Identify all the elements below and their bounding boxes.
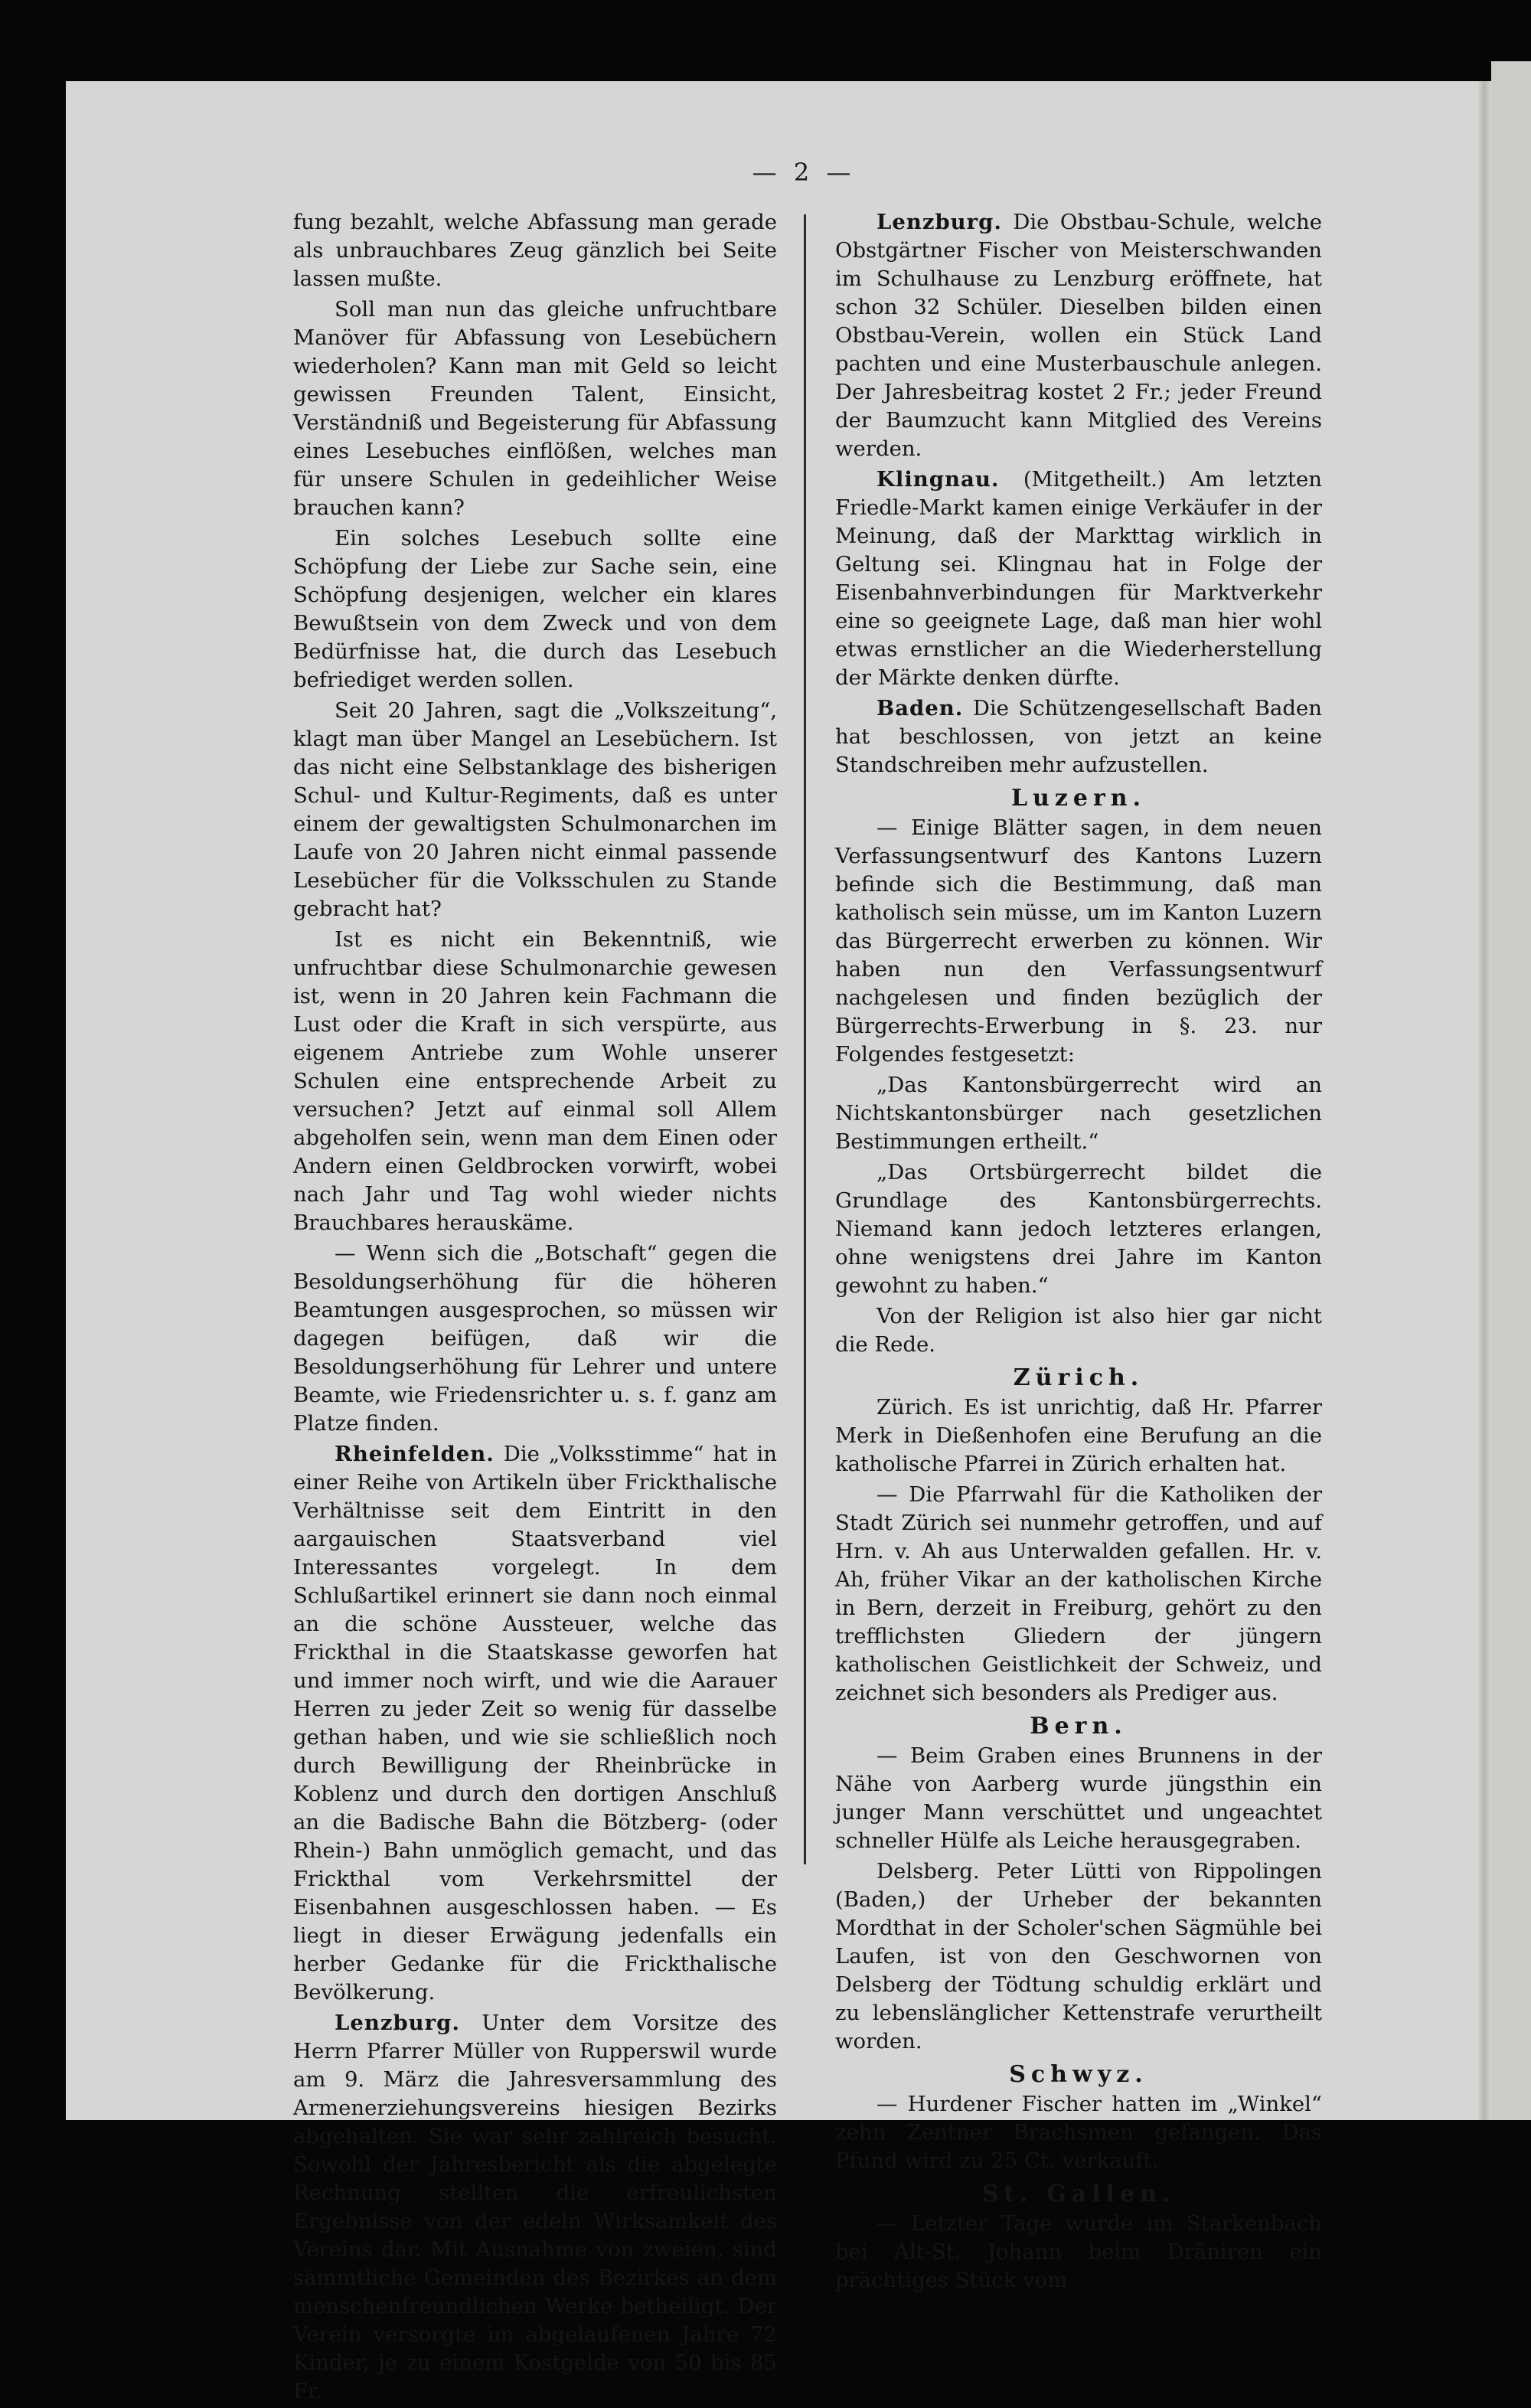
paragraph-text: Die „Volksstimme“ hat in einer Reihe von Artikeln über Frickthalische Verhältnisse seit dem Eintritt in den aargauischen Staatsverband viel Interessantes vorgelegt. In dem Schlußartikel erinnert sie dann noch einmal an die schöne Aussteuer, welche das Frickthal in die Staatskasse geworfen hat und immer noch wirft, und wie die Aarauer Herren zu jeder Zeit so wenig für dasselbe gethan haben, und wie sie schließlich noch durch Bewilligung der Rheinbrücke in Koblenz und durch den dortigen Anschluß an die Badische Bahn die Bötzberg- (oder Rhein-) Bahn unmöglich gemacht, und das Frickthal vom Verkehrsmittel der Eisenbahnen ausgeschlossen haben. — Es liegt in dieser Erwägung jedenfalls ein herber Gedanke für die Frickthalische Bevölkerung. xyxy=(293,1442,777,2004)
paragraph-text: — Letzter Tage wurde im Starkenbach bei Alt-St. Johann beim Dräniren ein prächtiges Stück vom xyxy=(835,2211,1322,2292)
section-heading: St. Gallen. xyxy=(981,2181,1176,2207)
paragraph-text: „Das Kantonsbürgerrecht wird an Nichtskantonsbürger nach gesetzlichen Bestimmungen ertheilt.“ xyxy=(835,1073,1322,1154)
page-number: — 2 — xyxy=(752,158,856,187)
paragraph-text: Soll man nun das gleiche unfruchtbare Manöver für Abfassung von Lesebüchern wiederholen? Kann man mit Geld so leicht gewissen Freunden Talent, Einsicht, Verständniß und Begeisterung für Abfassung eines Lesebuches einflößen, welches man für unsere Schulen in gedeihlicher Weise brauchen kann? xyxy=(293,297,777,520)
paragraph-text: Ist es nicht ein Bekenntniß, wie unfruchtbar diese Schulmonarchie gewesen ist, wenn in 20 Jahren kein Fachmann die Lust oder die Kraft in sich verspürte, aus eigenem Antriebe zum Wohle unserer Schulen eine entsprechende Arbeit zu versuchen? Jetzt auf einmal soll Allem abgeholfen sein, wenn man dem Einen oder Andern einen Geldbrocken vorwirft, wobei nach Jahr und Tag wohl wieder nichts Brauchbares herauskäme. xyxy=(293,927,777,1235)
paragraph-text: Von der Religion ist also hier gar nicht die Rede. xyxy=(835,1304,1322,1357)
paragraph-text: Unter dem Vorsitze des Herrn Pfarrer Müller von Rupperswil wurde am 9. März die Jahresversammlung des Armenerziehungsvereins hiesigen Bezirks abgehalten. Sie war sehr zahlreich besucht. Sowohl der Jahresbericht als die abgelegte Rechnung stellten die erfreulichsten Ergebnisse von der edeln Wirksamkeit des Vereins dar. Mit Ausnahme von zweien, sind sämmtliche Gemeinden des Bezirkes an dem menschenfreundlichen Werke betheiligt. Der Verein versorgte im abgelaufenen Jahre 72 Kinder, je zu einem Kostgelde von 50 bis 85 Fr. xyxy=(293,2011,777,2403)
paragraph-text: — Wenn sich die „Botschaft“ gegen die Besoldungserhöhung für die höheren Beamtungen ausgesprochen, so müssen wir dagegen beifügen, daß wir die Besoldungserhöhung für Lehrer und untere Beamte, wie Friedensrichter u. s. f. ganz am Platze finden. xyxy=(293,1241,777,1436)
article-paragraph xyxy=(835,1742,1322,1855)
article-paragraph xyxy=(293,1440,777,2007)
section-heading: Schwyz. xyxy=(1009,2061,1148,2088)
section-heading: Bern. xyxy=(1030,1713,1128,1740)
paragraph-text: „Das Ortsbürgerrecht bildet die Grundlage des Kantonsbürgerrechts. Niemand kann jedoch letzteres erlangen, ohne wenigstens drei Jahre im Kanton gewohnt zu haben.“ xyxy=(835,1160,1322,1298)
article-paragraph xyxy=(293,208,777,293)
article-paragraph xyxy=(835,1071,1322,1156)
paragraph-text: Die Obstbau-Schule, welche Obstgärtner Fischer von Meisterschwanden im Schulhause zu Lenzburg eröffnete, hat schon 32 Schüler. Dieselben bilden einen Obstbau-Verein, wollen ein Stück Land pachten und eine Musterbauschule anlegen. Der Jahresbeitrag kostet 2 Fr.; jeder Freund der Baumzucht kann Mitglied des Vereins werden. xyxy=(835,210,1322,461)
article-paragraph xyxy=(835,1302,1322,1359)
article-paragraph xyxy=(835,1481,1322,1707)
right-column xyxy=(835,208,1322,2297)
paragraph-text: Zürich. Es ist unrichtig, daß Hr. Pfarrer Merk in Dießenhofen eine Berufung an die katholische Pfarrei in Zürich erhalten hat. xyxy=(835,1395,1322,1476)
article-paragraph xyxy=(293,1240,777,1438)
article-paragraph xyxy=(835,814,1322,1069)
paragraph-text: Die Schützengesellschaft Baden hat beschlossen, von jetzt an keine Standschreiben mehr aufzustellen. xyxy=(835,696,1322,777)
page-fold-shadow xyxy=(1477,81,1491,2120)
article-paragraph xyxy=(835,1394,1322,1478)
dateline: Klingnau. xyxy=(876,467,1000,492)
article-paragraph xyxy=(293,926,777,1237)
dateline: Lenzburg. xyxy=(876,210,1002,234)
paragraph-text: Seit 20 Jahren, sagt die „Volkszeitung“, klagt man über Mangel an Lesebüchern. Ist das nicht eine Selbstanklage des bisherigen Schul- und Kultur-Regiments, daß es unter einem der gewaltigsten Schulmonarchen im Laufe von 20 Jahren nicht einmal passende Lesebücher für die Volksschulen zu Stande gebracht hat? xyxy=(293,698,777,921)
paragraph-text: — Beim Graben eines Brunnens in der Nähe von Aarberg wurde jüngsthin ein junger Mann verschüttet und ungeachtet schneller Hülfe als Leiche herausgegraben. xyxy=(835,1743,1322,1853)
article-paragraph xyxy=(835,694,1322,779)
dateline: Lenzburg. xyxy=(335,2011,460,2035)
article-paragraph xyxy=(835,2090,1322,2175)
paragraph-text: — Hurdener Fischer hatten im „Winkel“ zehn Zentner Brachsmen gefangen. Das Pfund wird zu 25 Ct. verkauft. xyxy=(835,2092,1322,2173)
article-paragraph xyxy=(293,524,777,694)
left-column xyxy=(293,208,777,2408)
article-paragraph xyxy=(835,2210,1322,2295)
next-page-edge xyxy=(1491,61,1531,2120)
paragraph-text: (Mitgetheilt.) Am letzten Friedle-Markt kamen einige Verkäufer in der Meinung, daß der Markttag wirklich in Geltung sei. Klingnau hat in Folge der Eisenbahnverbindungen für Marktverkehr eine so geeignete Lage, daß man hier wohl etwas ernstlicher an die Wiederherstellung der Märkte denken dürfte. xyxy=(835,467,1322,690)
paragraph-text: Delsberg. Peter Lütti von Rippolingen (Baden,) der Urheber der bekannten Mordthat in der Scholer'schen Sägmühle bei Laufen, ist von den Geschwornen von Delsberg der Tödtung schuldig erklärt und zu lebenslänglicher Kettenstrafe verurtheilt worden. xyxy=(835,1859,1322,2053)
article-paragraph xyxy=(835,208,1322,463)
article-paragraph xyxy=(293,697,777,923)
dateline: Rheinfelden. xyxy=(335,1442,495,1466)
section-heading: Luzern. xyxy=(1010,785,1147,812)
article-paragraph xyxy=(293,296,777,522)
paragraph-text: Ein solches Lesebuch sollte eine Schöpfung der Liebe zur Sache sein, eine Schöpfung desjenigen, welcher ein klares Bewußtsein von dem Zweck und von dem Bedürfnisse hat, die durch das Lesebuch befriediget werden sollen. xyxy=(293,526,777,692)
paragraph-text: fung bezahlt, welche Abfassung man gerade als unbrauchbares Zeug gänzlich bei Seite lassen mußte. xyxy=(293,210,777,291)
article-paragraph xyxy=(835,1158,1322,1300)
dateline: Baden. xyxy=(876,696,964,720)
column-divider xyxy=(804,214,806,1864)
article-paragraph xyxy=(835,1857,1322,2056)
paragraph-text: — Einige Blätter sagen, in dem neuen Verfassungsentwurf des Kantons Luzern befinde sich die Bestimmung, daß man katholisch sein müsse, um im Kanton Luzern das Bürgerrecht erwerben zu können. Wir haben nun den Verfassungsentwurf nachgelesen und finden bezüglich der Bürgerrechts-Erwerbung in §. 23. nur Folgendes festgesetzt: xyxy=(835,815,1322,1067)
paragraph-text: — Die Pfarrwahl für die Katholiken der Stadt Zürich sei nunmehr getroffen, und auf Hrn. v. Ah aus Unterwalden gefallen. Hr. v. Ah, früher Vikar an der katholischen Kirche in Bern, derzeit in Freiburg, gehört zu den trefflichsten Gliedern der jüngern katholischen Geistlichkeit der Schweiz, und zeichnet sich besonders als Prediger aus. xyxy=(835,1482,1322,1705)
article-paragraph xyxy=(835,466,1322,692)
section-heading: Zürich. xyxy=(1013,1364,1144,1391)
article-paragraph xyxy=(293,2009,777,2406)
